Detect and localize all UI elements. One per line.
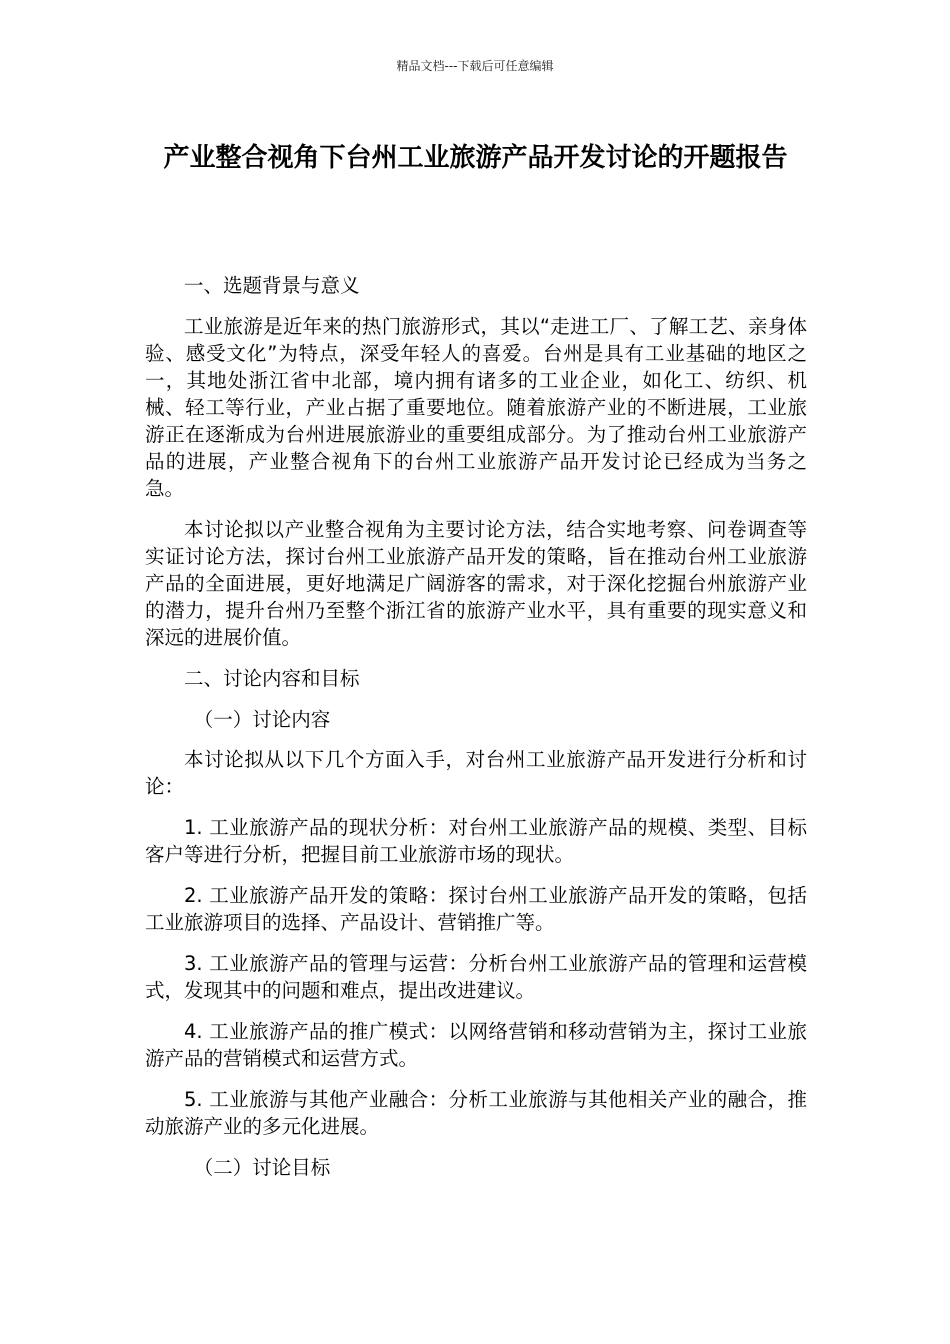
section-heading-content-goals: 二、讨论内容和目标 <box>184 667 360 690</box>
page-header-note: 精品文档---下载后可任意编辑 <box>396 59 554 73</box>
paragraph-significance: 本讨论拟以产业整合视角为主要讨论方法，结合实地考察、问卷调查等实证讨论方法，探讨台州工业旅游产品开发的策略，旨在推动台州工业旅游产品的全面进展，更好地满足广阔游客的需求，对于深化挖掘台州旅游产业的潜力，提升台州乃至整个浙江省的旅游产业水平，具有重要的现实意义和深远的进展价值。 <box>145 518 807 649</box>
subsection-heading-goals: （二）讨论目标 <box>193 1156 331 1179</box>
document-body <box>145 270 807 1194</box>
subsection-heading-content: （一）讨论内容 <box>193 708 331 731</box>
paragraph-background: 工业旅游是近年来的热门旅游形式，其以“走进工厂、了解工艺、亲身体验、感受文化”为特点，深受年轻人的喜爱。台州是具有工业基础的地区之一，其地处浙江省中北部，境内拥有诸多的工业企业，如化工、纺织、机械、轻工等行业，产业占据了重要地位。随着旅游产业的不断进展，工业旅游正在逐渐成为台州进展旅游业的重要组成部分。为了推动台州工业旅游产品的进展，产业整合视角下的台州工业旅游产品开发讨论已经成为当务之急。 <box>145 315 807 500</box>
document-title: 产业整合视角下台州工业旅游产品开发讨论的开题报告 <box>163 143 788 173</box>
section-heading-background: 一、选题背景与意义 <box>184 274 360 297</box>
list-item: 2. 工业旅游产品开发的策略：探讨台州工业旅游产品开发的策略，包括工业旅游项目的选择、产品设计、营销推广等。 <box>145 884 807 934</box>
list-item: 4. 工业旅游产品的推广模式：以网络营销和移动营销为主，探讨工业旅游产品的营销模式和运营方式。 <box>145 1020 807 1070</box>
list-item: 5. 工业旅游与其他产业融合：分析工业旅游与其他相关产业的融合，推动旅游产业的多元化进展。 <box>145 1088 807 1138</box>
paragraph-content-intro: 本讨论拟从以下几个方面入手，对台州工业旅游产品开发进行分析和讨论： <box>145 748 807 798</box>
list-item: 3. 工业旅游产品的管理与运营：分析台州工业旅游产品的管理和运营模式，发现其中的问题和难点，提出改进建议。 <box>145 952 807 1002</box>
list-item: 1. 工业旅游产品的现状分析：对台州工业旅游产品的规模、类型、目标客户等进行分析，把握目前工业旅游市场的现状。 <box>145 816 807 866</box>
